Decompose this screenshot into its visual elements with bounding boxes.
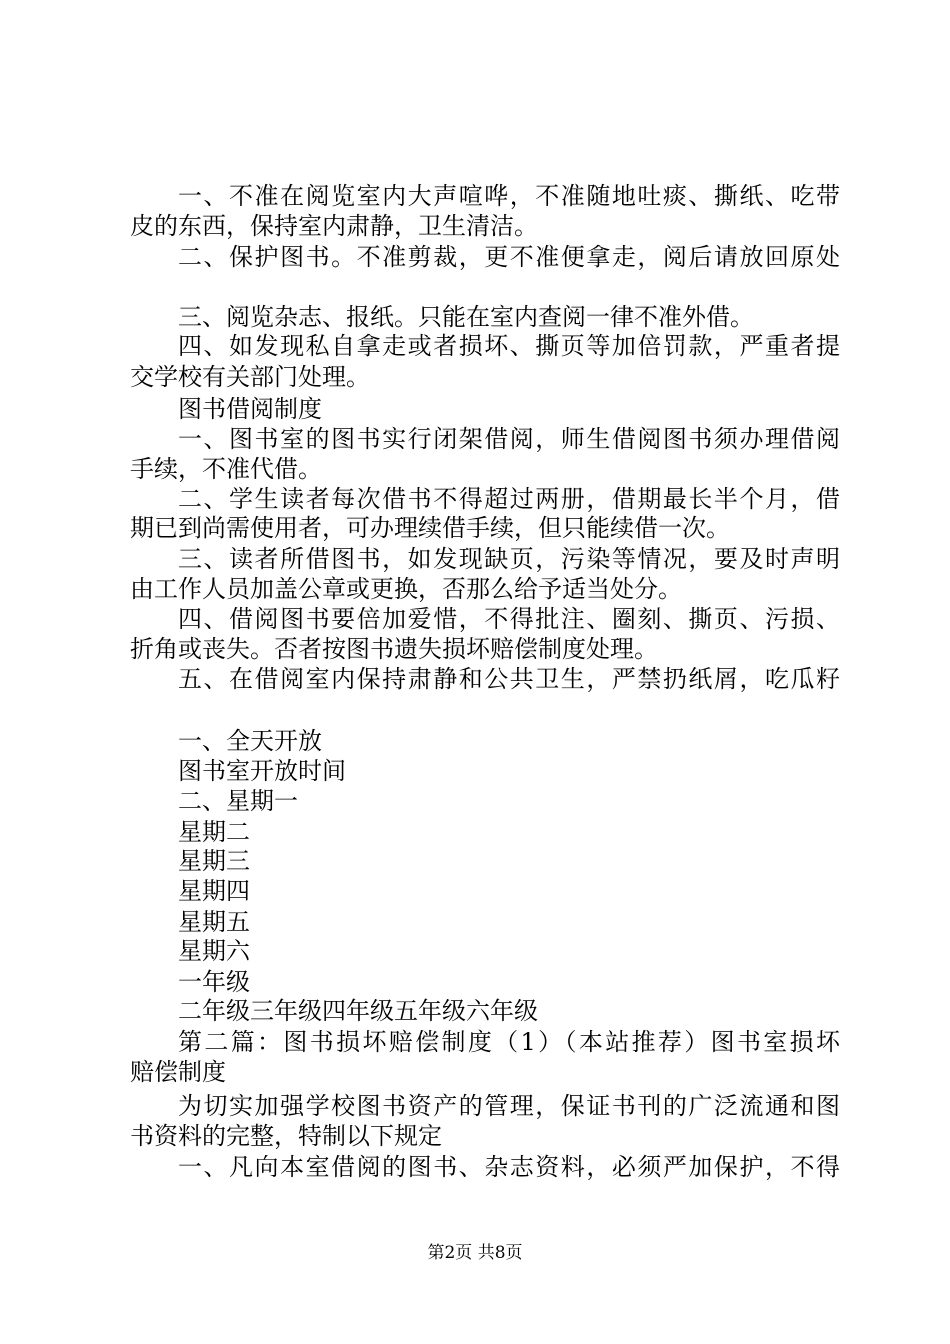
part-two-title-line-1: 第二篇：图书损坏赔偿制度（1）（本站推荐）图书室损坏 [178,1028,840,1056]
section-heading-opening-hours: 图书室开放时间 [178,757,346,785]
weekday-friday: 星期五 [178,908,250,936]
rule-borrow-3-line-1: 三、读者所借图书，如发现缺页，污染等情况，要及时声明 [178,545,840,573]
rule-borrow-5-line-1: 五、在借阅室内保持肃静和公共卫生，严禁扔纸屑，吃瓜籽 [178,665,840,693]
grades-two-to-six: 二年级三年级四年级五年级六年级 [178,997,538,1025]
rule-borrow-4-line-2: 折角或丧失。否者按图书遗失损坏赔偿制度处理。 [130,635,658,663]
intro-paragraph-line-2: 书资料的完整，特制以下规定 [130,1122,442,1150]
weekday-monday: 二、星期一 [178,787,298,815]
compensation-rule-1-line-1: 一、凡向本室借阅的图书、杂志资料，必须严加保护，不得 [178,1153,840,1181]
rule-reading-3-line-1: 三、阅览杂志、报纸。只能在室内查阅一律不准外借。 [178,303,754,331]
rule-reading-1-line-2: 皮的东西，保持室内肃静，卫生清洁。 [130,212,538,240]
rule-borrow-1-line-2: 手续，不准代借。 [130,455,322,483]
rule-borrow-4-line-1: 四、借阅图书要倍加爱惜，不得批注、圈刻、撕页、污损、 [178,605,840,633]
open-all-day: 一、全天开放 [178,727,322,755]
weekday-thursday: 星期四 [178,877,250,905]
part-two-title-line-2: 赔偿制度 [130,1058,226,1086]
rule-borrow-2-line-1: 二、学生读者每次借书不得超过两册，借期最长半个月，借 [178,485,840,513]
rule-reading-1-line-1: 一、不准在阅览室内大声喧哗，不准随地吐痰、撕纸、吃带 [178,182,840,210]
rule-reading-4-line-2: 交学校有关部门处理。 [130,363,370,391]
weekday-wednesday: 星期三 [178,847,250,875]
rule-reading-2-line-1: 二、保护图书。不准剪裁，更不准便拿走，阅后请放回原处 [178,243,840,271]
weekday-tuesday: 星期二 [178,818,250,846]
intro-paragraph-line-1: 为切实加强学校图书资产的管理，保证书刊的广泛流通和图 [178,1092,840,1120]
weekday-saturday: 星期六 [178,937,250,965]
rule-borrow-1-line-1: 一、图书室的图书实行闭架借阅，师生借阅图书须办理借阅 [178,425,840,453]
section-heading-borrowing-rules: 图书借阅制度 [178,395,322,423]
grade-one: 一年级 [178,968,250,996]
rule-reading-4-line-1: 四、如发现私自拿走或者损坏、撕页等加倍罚款，严重者提 [178,332,840,360]
rule-borrow-2-line-2: 期已到尚需使用者，可办理续借手续，但只能续借一次。 [130,514,730,542]
page-number-footer: 第2页 共8页 [427,1243,523,1263]
rule-borrow-3-line-2: 由工作人员加盖公章或更换，否那么给予适当处分。 [130,575,682,603]
